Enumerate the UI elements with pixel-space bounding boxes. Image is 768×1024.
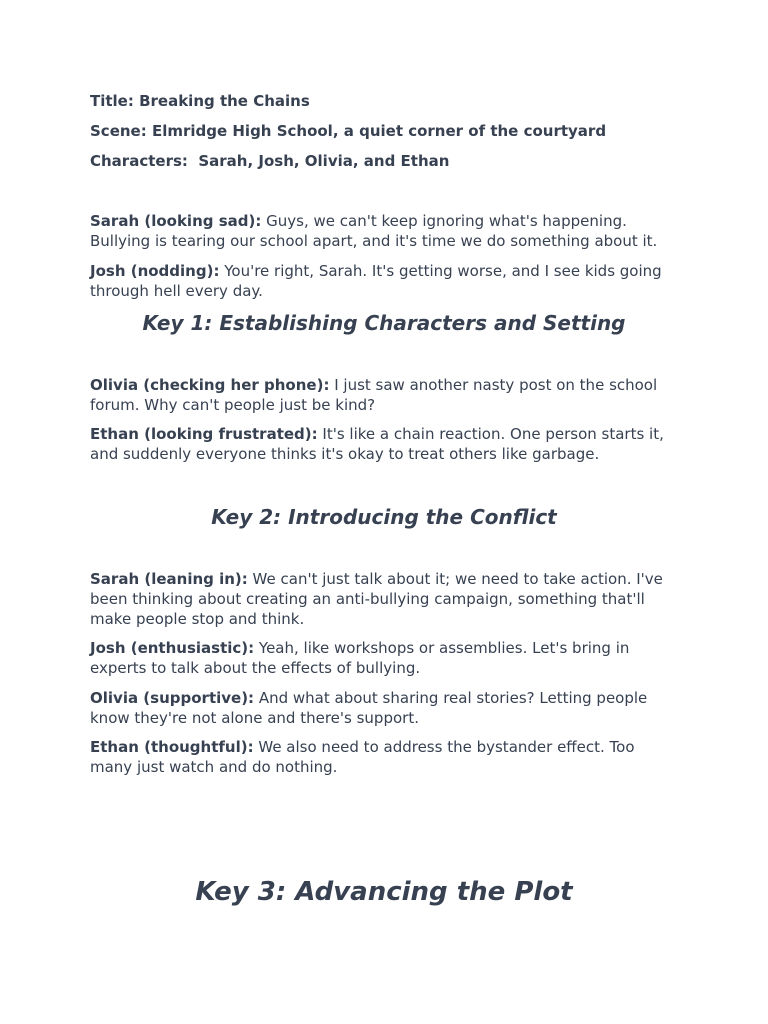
- dialogue-line: [90, 211, 680, 251]
- speaker-label: Olivia (supportive):: [90, 689, 255, 707]
- dialogue-line: [90, 737, 680, 777]
- dialogue-line: [90, 261, 680, 301]
- section-heading-key-1: Key 1: Establishing Characters and Setting: [142, 311, 626, 335]
- dialogue-text: We also need to address the bystander effect. Too many just watch and do nothing.: [90, 738, 635, 776]
- speaker-label: Josh (enthusiastic):: [90, 639, 255, 657]
- speaker-label: Olivia (checking her phone):: [90, 376, 330, 394]
- dialogue-line: [90, 375, 680, 415]
- script-title: Title: Breaking the Chains: [90, 92, 310, 110]
- dialogue-text: Guys, we can't keep ignoring what's happening. Bullying is tearing our school apart, and it's time we do something about it.: [90, 212, 658, 250]
- dialogue-text: Yeah, like workshops or assemblies. Let's bring in experts to talk about the effects of bullying.: [90, 639, 630, 677]
- speaker-label: Josh (nodding):: [90, 262, 220, 280]
- scene-line: Scene: Elmridge High School, a quiet corner of the courtyard: [90, 122, 607, 140]
- dialogue-line: [90, 569, 680, 629]
- speaker-label: Sarah (looking sad):: [90, 212, 262, 230]
- characters-line: Characters: Sarah, Josh, Olivia, and Ethan: [90, 152, 450, 170]
- dialogue-text: It's like a chain reaction. One person starts it, and suddenly everyone thinks it's okay to treat others like garbage.: [90, 425, 664, 463]
- dialogue-text: And what about sharing real stories? Letting people know they're not alone and there's support.: [90, 689, 648, 727]
- section-heading-key-2: Key 2: Introducing the Conflict: [211, 505, 557, 529]
- speaker-label: Ethan (thoughtful):: [90, 738, 254, 756]
- dialogue-line: [90, 424, 680, 464]
- dialogue-text: We can't just talk about it; we need to take action. I've been thinking about creating an anti-bullying campaign, something that'll make people stop and think.: [90, 570, 663, 628]
- speaker-label: Ethan (looking frustrated):: [90, 425, 318, 443]
- dialogue-text: I just saw another nasty post on the school forum. Why can't people just be kind?: [90, 376, 658, 414]
- dialogue-text: You're right, Sarah. It's getting worse, and I see kids going through hell every day.: [90, 262, 662, 300]
- dialogue-line: [90, 638, 680, 678]
- dialogue-line: [90, 688, 680, 728]
- section-heading-key-3: Key 3: Advancing the Plot: [195, 877, 573, 907]
- speaker-label: Sarah (leaning in):: [90, 570, 248, 588]
